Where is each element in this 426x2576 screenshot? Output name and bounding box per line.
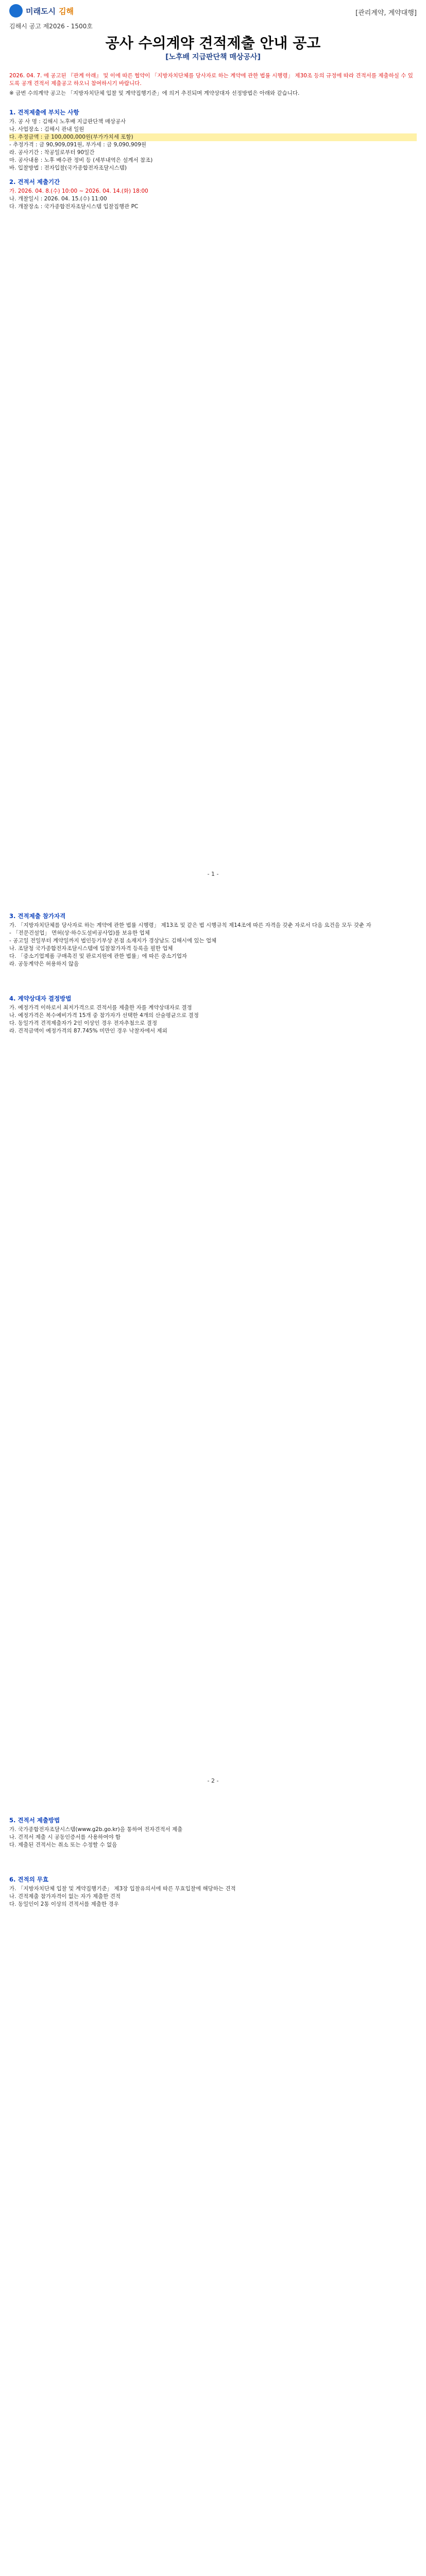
logo-text: 미래도시 [26, 6, 56, 16]
section-heading: 2. 견적서 제출기간 [9, 178, 60, 185]
section-heading: 3. 견적제출 참가자격 [9, 912, 66, 920]
notice-number: 김해시 공고 제2026 - 1500호 [9, 23, 93, 30]
section-heading: 1. 견적제출에 부치는 사항 [9, 109, 79, 116]
section-3 [9, 912, 417, 968]
section-line: 가. 「지방자치단체를 당사자로 하는 계약에 관한 법률 시행령」 제13조 및 같은 법 시행규칙 제14조에 따른 자격을 갖춘 자로서 다음 요건을 모두 갖춘 자 [9, 922, 371, 928]
section-6 [9, 1875, 417, 1908]
logo-sub: 김해 [58, 6, 74, 16]
page-subtitle: [노후배 지급판단책 매상공사] [165, 53, 261, 61]
city-logo [9, 4, 74, 18]
section-line: 마. 공사내용 : 노후 배수관 정비 등 (세부내역은 설계서 참조) [9, 157, 153, 163]
section-line: 다. 개찰장소 : 국가종합전자조달시스템 입찰집행관 PC [9, 204, 139, 210]
section-line: - 「전문건설업」 면허(상·하수도설비공사업)를 보유한 업체 [9, 930, 150, 936]
section-heading: 4. 계약상대자 결정방법 [9, 995, 72, 1002]
section-1 [9, 108, 417, 172]
notice-category: [관리계약, 계약대행] [355, 9, 417, 17]
section-line: 나. 예정가격은 복수예비가격 15개 중 참가자가 선택한 4개의 산술평균으로 결정 [9, 1012, 199, 1019]
section-line: 다. 추정금액 : 금 100,000,000원(부가가치세 포함) [9, 133, 417, 141]
intro-line-2: ※ 금번 수의계약 공고는 「지방자치단체 입찰 및 계약집행기준」에 의거 추진되며 계약상대자 선정방법은 아래와 같습니다. [9, 90, 300, 96]
section-line: 나. 사업장소 : 김해시 관내 일원 [9, 126, 84, 132]
city-emblem-icon [9, 4, 23, 18]
section-line: 라. 견적금액이 예정가격의 87.745% 미만인 경우 낙찰자에서 제외 [9, 1028, 167, 1034]
section-line: 가. 공 사 명 : 김해시 노후배 지급판단책 매상공사 [9, 118, 126, 125]
section-line: 다. 「중소기업제품 구매촉진 및 판로지원에 관한 법률」에 따른 중소기업자 [9, 953, 188, 959]
intro-block [9, 72, 417, 97]
section-line: 라. 공동계약은 허용하지 않음 [9, 961, 79, 967]
section-line: 다. 동일인이 2통 이상의 견적서를 제출한 경우 [9, 1901, 119, 1907]
section-5 [9, 1816, 417, 1849]
section-line: 다. 제출된 견적서는 취소 또는 수정할 수 없음 [9, 1842, 117, 1848]
section-4 [9, 994, 417, 1035]
section-line: 나. 조달청 국가종합전자조달시스템에 입찰참가자격 등록을 필한 업체 [9, 945, 173, 952]
section-line: 다. 동일가격 견적제출자가 2인 이상인 경우 전자추첨으로 결정 [9, 1020, 157, 1026]
section-2 [9, 178, 417, 211]
section-heading: 6. 견적의 무효 [9, 1876, 48, 1883]
section-line: 나. 견적서 제출 시 공동인증서를 사용하여야 함 [9, 1834, 121, 1840]
section-line: - 추정가격 : 금 90,909,091원, 부가세 : 금 9,090,909원 [9, 142, 147, 148]
intro-line-1: 2026. 04. 7. 에 공고된 『관계 아래』 및 이에 따른 협약이 「지방자치단체를 당사자로 하는 계약에 관한 법률 시행령」 제30조 등의 규정에 따라 견적서를 제출하실 수 있도록 공개 견적서 제출공고 하오니 참여하시기 바랍니다. [9, 73, 413, 87]
section-line: 나. 개찰일시 : 2026. 04. 15.(수) 11:00 [9, 196, 107, 202]
document-header [9, 4, 417, 66]
section-line: 가. 2026. 04. 8.(수) 10:00 ~ 2026. 04. 14.(화) 18:00 [9, 188, 148, 194]
section-line: 가. 예정가격 이하로서 최저가격으로 견적서를 제출한 자를 계약상대자로 결정 [9, 1005, 192, 1011]
section-line: 가. 국가종합전자조달시스템(www.g2b.go.kr)을 통하여 전자견적서 제출 [9, 1826, 183, 1833]
section-line: - 공고일 전일부터 계약일까지 법인등기부상 본점 소재지가 경상남도 김해시에 있는 업체 [9, 938, 217, 944]
section-line: 라. 공사기간 : 착공일로부터 90일간 [9, 149, 95, 156]
section-heading: 5. 견적서 제출방법 [9, 1817, 60, 1824]
page-title: 공사 수의계약 견적제출 안내 공고 [105, 35, 321, 52]
page-number: - 1 - [207, 871, 219, 877]
page-number: - 2 - [207, 1777, 219, 1784]
section-line: 바. 입찰방법 : 전자입찰(국가종합전자조달시스템) [9, 165, 127, 171]
section-line: 가. 「지방자치단체 입찰 및 계약집행기준」 제3장 입찰유의서에 따른 무효입찰에 해당하는 견적 [9, 1886, 236, 1892]
section-line: 나. 견적제출 참가자격이 없는 자가 제출한 견적 [9, 1893, 121, 1900]
